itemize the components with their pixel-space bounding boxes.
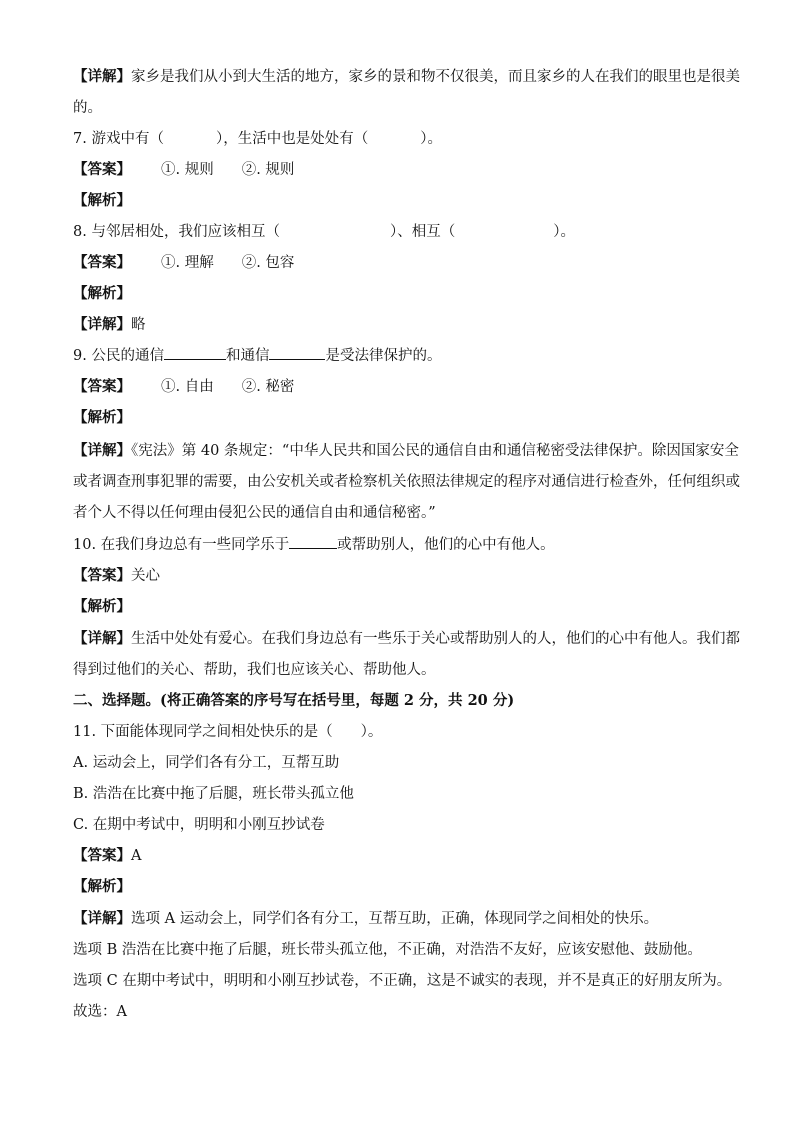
answer-tag: 【答案】 bbox=[73, 161, 131, 178]
analysis-7 bbox=[73, 190, 724, 212]
answer-tag: 【答案】 bbox=[73, 254, 131, 271]
option-b bbox=[73, 783, 724, 805]
detail-tag: 【详解】 bbox=[73, 68, 131, 85]
analysis-11 bbox=[73, 876, 724, 898]
detail-tag: 【详解】 bbox=[73, 442, 131, 459]
fill-blank bbox=[164, 345, 226, 360]
answer-item: 关心 bbox=[131, 568, 160, 584]
question-text: 是受法律保护的。 bbox=[325, 348, 442, 364]
analysis-9 bbox=[73, 407, 724, 429]
fill-blank bbox=[269, 345, 325, 360]
answer-item: ②. 秘密 bbox=[241, 379, 295, 395]
answer-11 bbox=[73, 845, 724, 867]
question-7 bbox=[73, 128, 724, 150]
option-text: A. 运动会上，同学们各有分工，互帮互助 bbox=[73, 755, 340, 771]
question-text: ）。 bbox=[553, 224, 575, 240]
detail-9-line-2 bbox=[73, 471, 740, 493]
question-text: 7. 游戏中有（ bbox=[73, 131, 164, 147]
detail-11-line-2 bbox=[73, 939, 724, 961]
option-c bbox=[73, 814, 724, 836]
analysis-tag: 【解析】 bbox=[73, 409, 131, 426]
question-text: ）。 bbox=[360, 724, 383, 740]
analysis-tag: 【解析】 bbox=[73, 598, 131, 615]
answer-item: ②. 规则 bbox=[241, 162, 295, 178]
question-8 bbox=[73, 221, 724, 243]
answer-tag: 【答案】 bbox=[73, 847, 131, 864]
question-11 bbox=[73, 721, 724, 743]
final-answer-11 bbox=[73, 1001, 724, 1023]
analysis-tag: 【解析】 bbox=[73, 878, 131, 895]
answer-item: ②. 包容 bbox=[241, 255, 295, 271]
question-text: 10. 在我们身边总有一些同学乐于 bbox=[73, 537, 290, 553]
detail-10-line-1 bbox=[73, 628, 740, 650]
answer-8 bbox=[73, 252, 724, 274]
question-9 bbox=[73, 345, 724, 367]
detail-11-line-1 bbox=[73, 908, 724, 930]
option-a bbox=[73, 752, 724, 774]
analysis-10 bbox=[73, 596, 724, 618]
detail-text: 家乡是我们从小到大生活的地方，家乡的景和物不仅很美，而且家乡的人在我们的眼里也是很美 bbox=[131, 69, 740, 85]
detail-tag: 【详解】 bbox=[73, 316, 131, 333]
detail-9-line-1 bbox=[73, 440, 739, 462]
answer-item: ①. 理解 bbox=[161, 255, 214, 271]
section-title: 二、选择题。(将正确答案的序号写在括号里，每题 2 分，共 20 分) bbox=[73, 692, 515, 709]
option-text: B. 浩浩在比赛中拖了后腿，班长带头孤立他 bbox=[73, 786, 354, 802]
detail-8 bbox=[73, 314, 724, 336]
detail-text: 选项 B 浩浩在比赛中拖了后腿，班长带头孤立他，不正确，对浩浩不友好，应该安慰他、鼓励他。 bbox=[73, 942, 702, 958]
detail-tag: 【详解】 bbox=[73, 630, 131, 647]
question-text: 11. 下面能体现同学之间相处快乐的是（ bbox=[73, 724, 333, 740]
answer-tag: 【答案】 bbox=[73, 567, 131, 584]
detail-text: 得到过他们的关心、帮助，我们也应该关心、帮助他人。 bbox=[73, 662, 436, 678]
detail-top-line-2 bbox=[73, 97, 724, 119]
question-text: ），生活中也是处处有（ bbox=[215, 131, 369, 147]
question-text: 8. 与邻居相处，我们应该相互（ bbox=[73, 224, 280, 240]
option-text: C. 在期中考试中，明明和小刚互抄试卷 bbox=[73, 817, 325, 833]
detail-text: 选项 C 在期中考试中，明明和小刚互抄试卷，不正确，这是不诚实的表现，并不是真正的好朋友所为。 bbox=[73, 973, 732, 989]
fill-blank bbox=[289, 534, 337, 549]
question-text: 9. 公民的通信 bbox=[73, 348, 164, 364]
question-10 bbox=[73, 534, 724, 556]
answer-9 bbox=[73, 376, 724, 398]
analysis-tag: 【解析】 bbox=[73, 192, 131, 209]
detail-tag: 【详解】 bbox=[73, 910, 131, 927]
question-text: ）、相互（ bbox=[389, 224, 456, 240]
detail-text: 选项 A 运动会上，同学们各有分工，互帮互助，正确，体现同学之间相处的快乐。 bbox=[131, 911, 659, 927]
final-answer: 故选：A bbox=[73, 1004, 127, 1020]
detail-11-line-3 bbox=[73, 970, 732, 992]
analysis-tag: 【解析】 bbox=[73, 285, 131, 302]
detail-text: 的。 bbox=[73, 100, 102, 116]
detail-text: 《宪法》第 40 条规定：“中华人民共和国公民的通信自由和通信秘密受法律保护。除因国家安全 bbox=[131, 443, 739, 459]
answer-item: A bbox=[131, 848, 142, 864]
answer-tag: 【答案】 bbox=[73, 378, 131, 395]
detail-text: 或者调查刑事犯罪的需要，由公安机关或者检察机关依照法律规定的程序对通信进行检查外，任何组织或 bbox=[73, 474, 740, 490]
detail-9-line-3 bbox=[73, 502, 724, 524]
detail-text: 略 bbox=[131, 317, 146, 333]
detail-text: 者个人不得以任何理由侵犯公民的通信自由和通信秘密。” bbox=[73, 505, 436, 521]
question-text: 或帮助别人，他们的心中有他人。 bbox=[337, 537, 555, 553]
question-text: ）。 bbox=[420, 131, 442, 147]
answer-10 bbox=[73, 565, 724, 587]
question-text: 和通信 bbox=[225, 348, 270, 364]
analysis-8 bbox=[73, 283, 724, 305]
detail-10-line-2 bbox=[73, 659, 724, 681]
detail-top-line-1 bbox=[73, 66, 740, 88]
answer-item: ①. 规则 bbox=[161, 162, 214, 178]
detail-text: 生活中处处有爱心。在我们身边总有一些乐于关心或帮助别人的人，他们的心中有他人。我们都 bbox=[131, 631, 740, 647]
answer-7 bbox=[73, 159, 724, 181]
answer-item: ①. 自由 bbox=[161, 379, 214, 395]
section-heading bbox=[73, 690, 724, 712]
